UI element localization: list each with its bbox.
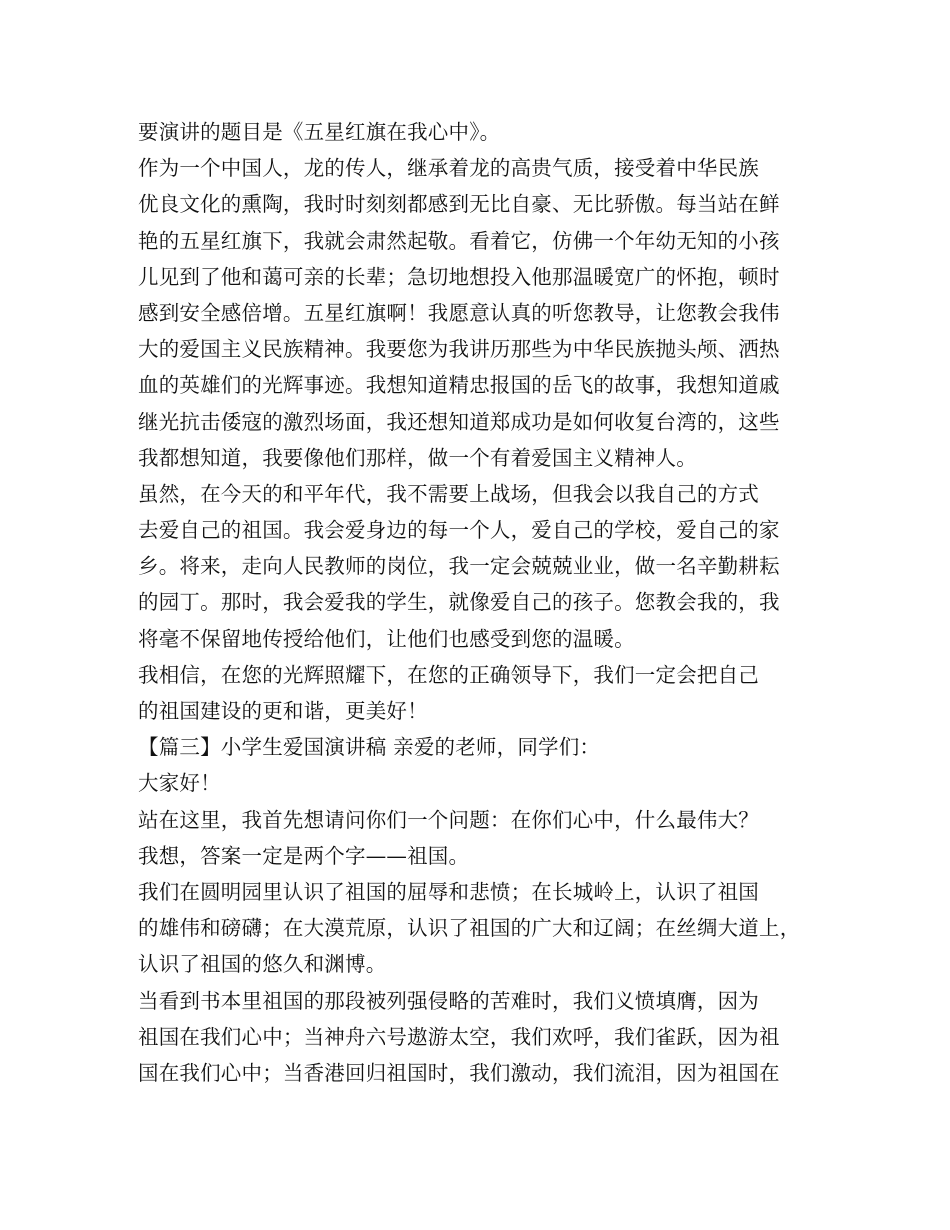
section-heading-line: 【篇三】小学生爱国演讲稿 亲爱的老师，同学们： [138, 735, 601, 760]
text-line-11: 虽然，在今天的和平年代，我不需要上战场，但我会以我自己的方式 [138, 481, 759, 506]
text-line-27: 国在我们心中；当香港回归祖国时，我们激动，我们流泪，因为祖国在 [138, 1060, 780, 1085]
text-line-16: 我相信，在您的光辉照耀下，在您的正确领导下，我们一定会把自己 [138, 662, 759, 687]
text-line-13: 乡。将来，走向人民教师的岗位，我一定会兢兢业业，做一名辛勤耕耘 [138, 554, 780, 579]
text-line-6: 感到安全感倍增。五星红旗啊！我愿意认真的听您教导，让您教会我伟 [138, 300, 780, 325]
text-line-23: 的雄伟和磅礴；在大漠荒原，认识了祖国的广大和辽阔；在丝绸大道上， [138, 916, 801, 941]
text-line-24: 认识了祖国的悠久和渊博。 [138, 952, 387, 977]
text-line-7: 大的爱国主义民族精神。我要您为我讲历那些为中华民族抛头颅、洒热 [138, 337, 780, 362]
text-line-20: 站在这里，我首先想请问你们一个问题：在你们心中，什么最伟大？ [138, 807, 759, 832]
text-line-4: 艳的五星红旗下，我就会肃然起敬。看着它，仿佛一个年幼无知的小孩 [138, 228, 780, 253]
text-line-17: 的祖国建设的更和谐，更美好！ [138, 699, 428, 723]
text-line-15: 将毫不保留地传授给他们，让他们也感受到您的温暖。 [138, 626, 635, 651]
text-line-14: 的园丁。那时，我会爱我的学生，就像爱自己的孩子。您教会我的，我 [138, 590, 780, 615]
text-line-5: 儿见到了他和蔼可亲的长辈；急切地想投入他那温暖宽广的怀抱，顿时 [138, 264, 780, 289]
text-line-19: 大家好！ [138, 771, 221, 796]
speech-text-body [138, 114, 814, 1091]
text-line-25: 当看到书本里祖国的那段被列强侵略的苦难时，我们义愤填膺，因为 [138, 988, 759, 1013]
text-line-2: 作为一个中国人，龙的传人，继承着龙的高贵气质，接受着中华民族 [138, 156, 759, 181]
text-line-9: 继光抗击倭寇的激烈场面，我还想知道郑成功是如何收复台湾的，这些 [138, 409, 780, 434]
text-line-26: 祖国在我们心中；当神舟六号遨游太空，我们欢呼，我们雀跃，因为祖 [138, 1024, 780, 1049]
text-line-21: 我想，答案一定是两个字——祖国。 [138, 843, 470, 868]
text-line-22: 我们在圆明园里认识了祖国的屈辱和悲愤；在长城岭上，认识了祖国 [138, 879, 759, 904]
text-line-10: 我都想知道，我要像他们那样，做一个有着爱国主义精神人。 [138, 445, 697, 470]
text-line-3: 优良文化的熏陶，我时时刻刻都感到无比自豪、无比骄傲。每当站在鲜 [138, 192, 780, 217]
text-line-1: 要演讲的题目是《五星红旗在我心中》。 [138, 120, 501, 144]
text-line-12: 去爱自己的祖国。我会爱身边的每一个人，爱自己的学校，爱自己的家 [138, 518, 780, 543]
text-line-8: 血的英雄们的光辉事迹。我想知道精忠报国的岳飞的故事，我想知道戚 [138, 373, 780, 398]
